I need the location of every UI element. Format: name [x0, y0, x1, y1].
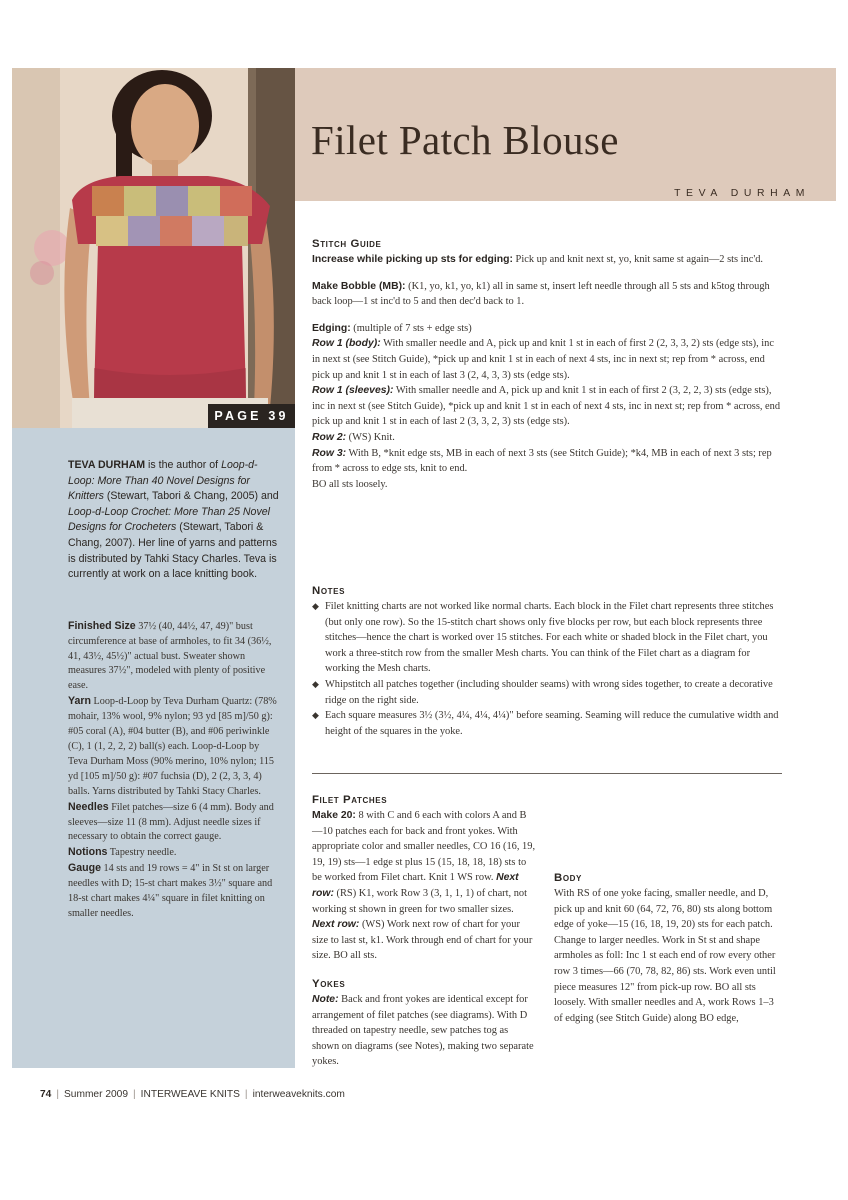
bio-name: TEVA DURHAM	[68, 459, 146, 471]
note-item	[312, 708, 782, 739]
title-band	[295, 68, 836, 201]
term-text: Pick up and knit next st, yo, knit same st again—2 sts inc'd.	[512, 254, 764, 265]
spec-text: Tapestry needle.	[107, 847, 177, 859]
note-text: Each square measures 3½ (3½, 4¼, 4¼, 4¼)" before seaming. Seaming will reduce the cumulative width and height of the squares in the yoke.	[325, 710, 779, 737]
sidebar	[12, 428, 295, 1068]
row-text: (WS) Work next row of chart for your size to last st, k1. Work through end of chart for your size. BO all sts.	[312, 919, 533, 962]
diamond-bullet-icon: ◆	[312, 678, 319, 689]
footer-url[interactable]: interweaveknits.com	[252, 1089, 345, 1100]
term-text: (K1, yo, k1, yo, k1) all in same st, insert left needle through all 5 sts and k5tog through back loop—1 st inc'd to 5 and then dec'd back to 1.	[312, 280, 770, 308]
author-byline: TEVA DURHAM	[674, 188, 810, 199]
bio-text: (Stewart, Tabori & Chang, 2005) and	[103, 490, 279, 503]
model-photo-illustration	[12, 68, 295, 428]
stitch-guide-section	[312, 236, 782, 492]
spec-notions	[68, 845, 279, 861]
edging-bind-off: BO all sts loosely.	[312, 478, 388, 490]
edging-row-1-sleeves	[312, 383, 782, 430]
row-text: With smaller needle and A, pick up and knit 1 st in each of first 2 (2, 3, 3, 2) sts (edge sts), inc in next st (see Stitch Guide), *pick up and knit 1 st in each of next 4 sts, inc in next st; rep from * across, end pick up and knit 1 st in each of last 3 (2, 4, 3, 3) sts (edge sts).	[312, 338, 774, 381]
page-title: Filet Patch Blouse	[311, 117, 619, 163]
spec-finished-size	[68, 619, 279, 695]
note-label: Note:	[312, 993, 339, 1005]
term-text: (multiple of 7 sts + edge sts)	[350, 322, 472, 334]
edging-row-2	[312, 430, 782, 446]
diamond-bullet-icon: ◆	[312, 601, 319, 611]
cover-photo	[12, 68, 295, 428]
stitch-increase	[312, 252, 782, 268]
page-number: 74	[40, 1089, 52, 1100]
stitch-edging	[312, 321, 782, 337]
note-text: Back and front yokes are identical except for arrangement of filet patches (see diagrams). With D threaded on tapestry needle, sew patches tog as shown on diagrams (see Notes), making two separate yokes.	[312, 993, 534, 1068]
row-label: Next row:	[312, 872, 519, 899]
section-heading: Filet Patches	[312, 794, 388, 806]
row-text: With B, *knit edge sts, MB in each of next 3 sts (see Stitch Guide); *k4, MB in each of next 3 sts; rep from * across to edge sts, knit to end.	[312, 447, 772, 475]
edging-row-3	[312, 446, 782, 477]
yokes-continuation-space	[554, 792, 782, 870]
spec-yarn	[68, 694, 279, 799]
footer-issue: Summer 2009	[64, 1089, 128, 1100]
filet-patches-text	[312, 808, 536, 964]
bio-text: is the author of	[145, 459, 222, 471]
term-label: Increase while picking up sts for edging:	[312, 254, 513, 265]
section-heading: Body	[554, 872, 582, 884]
spec-label: Notions	[68, 846, 108, 859]
spec-label: Finished Size	[68, 619, 136, 632]
notes-section	[312, 583, 782, 739]
note-text: Filet knitting charts are not worked like normal charts. Each block in the Filet chart represents three stitches (but only one row). So the 15-stitch chart shows only five blocks per row, but each block represents three stitches—hence the chart is worked over 15 stitches. For each white or shaded block in the Filet chart, you work a three-stitch row from the smaller Mesh charts. You can think of the Filet chart as a diagram for working the Mesh charts.	[325, 601, 774, 675]
spec-text: Loop-d-Loop by Teva Durham Quartz: (78% mohair, 13% wool, 9% nylon; 93 yd [85 m]/50 g): #05 coral (A), #04 butter (B), and #06 periwinkle (C), 1 (1, 2, 2, 2) ball(s) each. Loop-d-Loop by Teva Durham Moss (90% merino, 10% nylon; 115 yd [105 m]/50 g): #07 fuchsia (D), 2 (2, 3, 3, 4) balls. Yarns distributed by Tahki Stacy Charles.	[68, 696, 277, 797]
row-label: Next row:	[312, 919, 360, 931]
note-item	[312, 677, 782, 708]
page-reference-badge: PAGE 39	[208, 404, 295, 428]
spec-label: Yarn	[68, 695, 91, 708]
term-text: 8 with C and 6 each with colors A and B—10 patches each for back and front yokes. With appropriate color and smaller needles, CO 16 (16, 19, 19, 19) sts—1 edge st plus 15 (15, 18, 18, 18) sts to be worked from Filet chart. Knit 1 WS row.	[312, 810, 536, 884]
row-label: Row 2:	[312, 431, 347, 443]
footer-magazine: INTERWEAVE KNITS	[140, 1089, 240, 1100]
section-heading: Notes	[312, 585, 346, 597]
row-text: (RS) K1, work Row 3 (3, 1, 1, 1) of chart, not working st shown in green for two smaller sizes.	[312, 887, 528, 915]
author-bio	[68, 458, 279, 583]
row-label: Row 3:	[312, 447, 347, 459]
spec-label: Gauge	[68, 862, 101, 875]
body-text: With RS of one yoke facing, smaller needle, and D, pick up and knit 60 (64, 72, 76, 80) sts along bottom edge of yoke—15 (16, 18, 19, 20) sts for each patch. Change to larger needles. Work in St st and shape armholes as foll: Inc 1 st each end of row every other row 3 times—66 (70, 78, 82, 86) sts. Work even until piece measures 12" from pick-up row. BO all sts loosely. With smaller needles and A, work Rows 1–3 of edging (see Stitch Guide) along BO edge,	[554, 888, 776, 1024]
spec-needles	[68, 800, 279, 846]
spec-text: 37½ (40, 44½, 47, 49)" bust circumference at base of armholes, to fit 34 (36½, 41, 43½, 45½)" actual bust. Sweater shown measures 37½", modeled with plenty of positive ease.	[68, 620, 272, 692]
section-heading: Yokes	[312, 977, 346, 990]
spec-gauge	[68, 861, 279, 922]
diamond-bullet-icon: ◆	[312, 710, 319, 721]
row-label: Row 1 (body):	[312, 338, 381, 350]
spec-text: 14 sts and 19 rows = 4" in St st on larger needles with D; 15-st chart makes 3½" square and 18-st chart makes 4¼" square in filet knitting on smaller needles.	[68, 863, 273, 919]
edging-row-1-body	[312, 336, 782, 383]
footer-separator: |	[133, 1089, 136, 1100]
bio-book-2: Loop-d-Loop Crochet: More Than 25 Novel Designs for Crocheters	[68, 505, 270, 534]
stitch-bobble	[312, 279, 782, 310]
body-column	[554, 792, 782, 1026]
section-heading: Stitch Guide	[312, 238, 382, 250]
bio-book-1: Loop-d-Loop: More Than 40 Novel Designs for Knitters	[68, 459, 258, 503]
notes-list	[312, 599, 782, 739]
row-text: With smaller needle and A, pick up and knit 1 st in each of first 2 (3, 2, 2, 3) sts (edge sts), inc in next st (see Stitch Guide), *pick up and knit 1 st in each of next 4 sts, inc in next st; rep from * across, end pick up and knit 1 st in each of last 2 (3, 3, 2, 3) sts (edge sts).	[312, 385, 781, 428]
note-text: Whipstitch all patches together (including shoulder seams) with wrong sides together, to create a decorative ridge on the right side.	[325, 678, 773, 706]
spec-label: Needles	[68, 800, 109, 813]
spec-text: Filet patches—size 6 (4 mm). Body and sleeves—size 11 (8 mm). Adjust needle sizes if necessary to obtain the correct gauge.	[68, 801, 274, 843]
bio-text: (Stewart, Tabori & Chang, 2007). Her line of yarns and patterns is distributed by Tahki Stacy Charles. Teva is currently at work on a lace knitting book.	[68, 521, 278, 581]
footer-separator: |	[56, 1089, 59, 1100]
footer-separator: |	[244, 1089, 248, 1100]
term-label: Edging:	[312, 322, 351, 334]
term-label: Make 20:	[312, 810, 356, 821]
yokes-note	[312, 992, 536, 1070]
filet-patches-column	[312, 792, 536, 1070]
term-label: Make Bobble (MB):	[312, 280, 406, 292]
section-divider	[312, 773, 782, 774]
row-label: Row 1 (sleeves):	[312, 385, 394, 397]
row-text: (WS) Knit.	[346, 431, 395, 443]
note-item	[312, 599, 782, 677]
page-footer	[40, 1089, 345, 1100]
